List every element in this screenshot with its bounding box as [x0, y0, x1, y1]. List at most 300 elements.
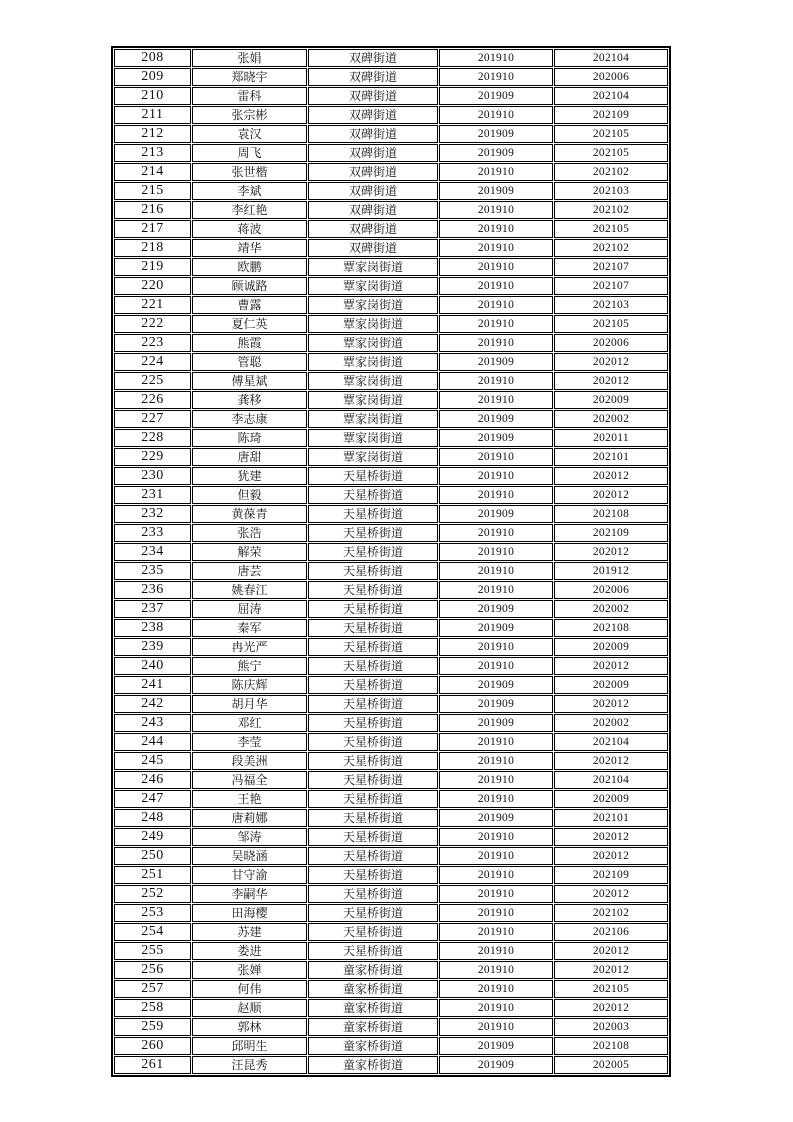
cell-no: 221 — [114, 296, 191, 314]
cell-street: 天星桥街道 — [308, 543, 438, 561]
cell-street: 双碑街道 — [308, 144, 438, 162]
cell-no: 216 — [114, 201, 191, 219]
cell-name: 郑晓宇 — [192, 68, 307, 86]
table-row — [114, 885, 668, 903]
cell-start: 201910 — [439, 391, 553, 409]
cell-street: 双碑街道 — [308, 106, 438, 124]
cell-name: 唐莉娜 — [192, 809, 307, 827]
cell-end: 202105 — [554, 144, 668, 162]
cell-end: 202012 — [554, 543, 668, 561]
cell-no: 243 — [114, 714, 191, 732]
cell-street: 双碑街道 — [308, 68, 438, 86]
cell-end: 202108 — [554, 505, 668, 523]
cell-no: 228 — [114, 429, 191, 447]
cell-no: 254 — [114, 923, 191, 941]
cell-start: 201909 — [439, 125, 553, 143]
cell-start: 201910 — [439, 334, 553, 352]
cell-start: 201910 — [439, 847, 553, 865]
cell-street: 天星桥街道 — [308, 771, 438, 789]
table-row — [114, 961, 668, 979]
cell-no: 213 — [114, 144, 191, 162]
cell-name: 曹露 — [192, 296, 307, 314]
table-row — [114, 353, 668, 371]
table-row — [114, 315, 668, 333]
cell-start: 201909 — [439, 600, 553, 618]
table-row — [114, 524, 668, 542]
cell-start: 201910 — [439, 961, 553, 979]
cell-street: 覃家岗街道 — [308, 277, 438, 295]
cell-no: 212 — [114, 125, 191, 143]
cell-name: 李莹 — [192, 733, 307, 751]
cell-end: 202109 — [554, 524, 668, 542]
cell-name: 汪昆秀 — [192, 1056, 307, 1074]
cell-street: 童家桥街道 — [308, 961, 438, 979]
cell-street: 覃家岗街道 — [308, 429, 438, 447]
cell-start: 201910 — [439, 771, 553, 789]
cell-street: 天星桥街道 — [308, 505, 438, 523]
cell-end: 202105 — [554, 125, 668, 143]
cell-start: 201910 — [439, 524, 553, 542]
cell-street: 覃家岗街道 — [308, 410, 438, 428]
table-row — [114, 49, 668, 67]
cell-end: 202102 — [554, 904, 668, 922]
cell-end: 202108 — [554, 1037, 668, 1055]
cell-end: 202107 — [554, 258, 668, 276]
cell-no: 218 — [114, 239, 191, 257]
cell-name: 娄进 — [192, 942, 307, 960]
cell-name: 黄葆青 — [192, 505, 307, 523]
cell-name: 张浩 — [192, 524, 307, 542]
table-row — [114, 714, 668, 732]
table-row — [114, 866, 668, 884]
cell-end: 202009 — [554, 676, 668, 694]
cell-no: 260 — [114, 1037, 191, 1055]
cell-street: 天星桥街道 — [308, 657, 438, 675]
cell-end: 202012 — [554, 695, 668, 713]
cell-end: 202106 — [554, 923, 668, 941]
cell-street: 天星桥街道 — [308, 828, 438, 846]
cell-street: 天星桥街道 — [308, 752, 438, 770]
cell-street: 童家桥街道 — [308, 1018, 438, 1036]
table-row — [114, 1056, 668, 1074]
cell-name: 冯福全 — [192, 771, 307, 789]
table-row — [114, 258, 668, 276]
cell-name: 段美洲 — [192, 752, 307, 770]
cell-no: 220 — [114, 277, 191, 295]
cell-end: 202002 — [554, 600, 668, 618]
cell-start: 201909 — [439, 695, 553, 713]
cell-no: 219 — [114, 258, 191, 276]
cell-start: 201910 — [439, 296, 553, 314]
table-row — [114, 638, 668, 656]
cell-street: 天星桥街道 — [308, 733, 438, 751]
cell-name: 陈琦 — [192, 429, 307, 447]
cell-no: 235 — [114, 562, 191, 580]
cell-name: 李红艳 — [192, 201, 307, 219]
cell-no: 240 — [114, 657, 191, 675]
cell-start: 201910 — [439, 752, 553, 770]
cell-name: 苏建 — [192, 923, 307, 941]
cell-end: 202009 — [554, 790, 668, 808]
cell-start: 201909 — [439, 87, 553, 105]
table-row — [114, 296, 668, 314]
cell-no: 232 — [114, 505, 191, 523]
cell-name: 靖华 — [192, 239, 307, 257]
cell-start: 201910 — [439, 372, 553, 390]
cell-start: 201909 — [439, 676, 553, 694]
cell-no: 246 — [114, 771, 191, 789]
cell-no: 244 — [114, 733, 191, 751]
cell-end: 202102 — [554, 163, 668, 181]
cell-street: 双碑街道 — [308, 163, 438, 181]
cell-street: 天星桥街道 — [308, 942, 438, 960]
cell-start: 201909 — [439, 505, 553, 523]
cell-no: 227 — [114, 410, 191, 428]
cell-name: 顾诚路 — [192, 277, 307, 295]
cell-name: 赵顺 — [192, 999, 307, 1017]
cell-street: 天星桥街道 — [308, 676, 438, 694]
cell-street: 天星桥街道 — [308, 866, 438, 884]
cell-end: 202002 — [554, 410, 668, 428]
cell-start: 201910 — [439, 904, 553, 922]
cell-name: 秦军 — [192, 619, 307, 637]
table-row — [114, 125, 668, 143]
table-row — [114, 467, 668, 485]
cell-name: 犹建 — [192, 467, 307, 485]
cell-name: 张宗彬 — [192, 106, 307, 124]
cell-no: 230 — [114, 467, 191, 485]
table-row — [114, 657, 668, 675]
cell-end: 202104 — [554, 771, 668, 789]
cell-no: 253 — [114, 904, 191, 922]
cell-street: 天星桥街道 — [308, 562, 438, 580]
table-row — [114, 182, 668, 200]
cell-street: 天星桥街道 — [308, 638, 438, 656]
cell-start: 201909 — [439, 1037, 553, 1055]
table-row — [114, 790, 668, 808]
cell-end: 201912 — [554, 562, 668, 580]
table-row — [114, 543, 668, 561]
cell-name: 胡月华 — [192, 695, 307, 713]
cell-street: 双碑街道 — [308, 49, 438, 67]
table-row — [114, 1037, 668, 1055]
cell-end: 202012 — [554, 657, 668, 675]
cell-no: 248 — [114, 809, 191, 827]
cell-start: 201910 — [439, 106, 553, 124]
cell-no: 224 — [114, 353, 191, 371]
cell-no: 247 — [114, 790, 191, 808]
table-row — [114, 277, 668, 295]
table-row — [114, 505, 668, 523]
cell-street: 童家桥街道 — [308, 1056, 438, 1074]
cell-end: 202012 — [554, 847, 668, 865]
cell-start: 201910 — [439, 562, 553, 580]
cell-street: 童家桥街道 — [308, 1037, 438, 1055]
cell-start: 201910 — [439, 1018, 553, 1036]
table-row — [114, 334, 668, 352]
cell-start: 201910 — [439, 448, 553, 466]
cell-end: 202002 — [554, 714, 668, 732]
cell-name: 李嗣华 — [192, 885, 307, 903]
cell-street: 天星桥街道 — [308, 923, 438, 941]
cell-end: 202105 — [554, 980, 668, 998]
cell-name: 姚春江 — [192, 581, 307, 599]
table-row — [114, 809, 668, 827]
cell-no: 251 — [114, 866, 191, 884]
cell-start: 201909 — [439, 144, 553, 162]
cell-start: 201910 — [439, 315, 553, 333]
cell-end: 202009 — [554, 638, 668, 656]
cell-street: 童家桥街道 — [308, 999, 438, 1017]
table-row — [114, 619, 668, 637]
cell-start: 201910 — [439, 68, 553, 86]
cell-street: 天星桥街道 — [308, 714, 438, 732]
cell-street: 天星桥街道 — [308, 524, 438, 542]
table-row — [114, 163, 668, 181]
table-row — [114, 410, 668, 428]
cell-end: 202003 — [554, 1018, 668, 1036]
table-row — [114, 581, 668, 599]
cell-end: 202012 — [554, 372, 668, 390]
cell-no: 211 — [114, 106, 191, 124]
cell-no: 252 — [114, 885, 191, 903]
cell-no: 231 — [114, 486, 191, 504]
cell-street: 天星桥街道 — [308, 904, 438, 922]
cell-start: 201909 — [439, 714, 553, 732]
cell-no: 242 — [114, 695, 191, 713]
cell-no: 223 — [114, 334, 191, 352]
cell-street: 覃家岗街道 — [308, 315, 438, 333]
table-row — [114, 771, 668, 789]
cell-start: 201910 — [439, 942, 553, 960]
cell-street: 双碑街道 — [308, 182, 438, 200]
cell-street: 双碑街道 — [308, 201, 438, 219]
cell-no: 259 — [114, 1018, 191, 1036]
cell-start: 201909 — [439, 809, 553, 827]
cell-street: 双碑街道 — [308, 220, 438, 238]
table-row — [114, 733, 668, 751]
cell-street: 天星桥街道 — [308, 695, 438, 713]
table-row — [114, 999, 668, 1017]
cell-name: 张婵 — [192, 961, 307, 979]
cell-start: 201910 — [439, 239, 553, 257]
cell-end: 202105 — [554, 315, 668, 333]
cell-name: 管聪 — [192, 353, 307, 371]
table-row — [114, 486, 668, 504]
cell-street: 天星桥街道 — [308, 486, 438, 504]
cell-end: 202104 — [554, 49, 668, 67]
table-row — [114, 847, 668, 865]
cell-end: 202012 — [554, 828, 668, 846]
table-row — [114, 106, 668, 124]
cell-no: 226 — [114, 391, 191, 409]
cell-end: 202009 — [554, 391, 668, 409]
cell-no: 255 — [114, 942, 191, 960]
table-row — [114, 600, 668, 618]
cell-name: 解荣 — [192, 543, 307, 561]
cell-name: 甘守渝 — [192, 866, 307, 884]
cell-no: 215 — [114, 182, 191, 200]
table-row — [114, 980, 668, 998]
roster-table-body — [114, 49, 668, 1074]
cell-street: 天星桥街道 — [308, 467, 438, 485]
table-row — [114, 87, 668, 105]
cell-end: 202012 — [554, 486, 668, 504]
cell-start: 201909 — [439, 1056, 553, 1074]
cell-name: 陈庆辉 — [192, 676, 307, 694]
cell-end: 202012 — [554, 885, 668, 903]
table-row — [114, 239, 668, 257]
cell-name: 张世楷 — [192, 163, 307, 181]
cell-start: 201910 — [439, 999, 553, 1017]
cell-street: 双碑街道 — [308, 239, 438, 257]
table-row — [114, 904, 668, 922]
cell-name: 屈涛 — [192, 600, 307, 618]
table-row — [114, 562, 668, 580]
cell-start: 201910 — [439, 543, 553, 561]
cell-name: 田海樱 — [192, 904, 307, 922]
table-row — [114, 448, 668, 466]
cell-name: 熊宁 — [192, 657, 307, 675]
cell-street: 覃家岗街道 — [308, 258, 438, 276]
cell-start: 201910 — [439, 49, 553, 67]
cell-name: 傅星斌 — [192, 372, 307, 390]
table-row — [114, 429, 668, 447]
table-row — [114, 752, 668, 770]
table-row — [114, 372, 668, 390]
cell-no: 209 — [114, 68, 191, 86]
cell-start: 201910 — [439, 638, 553, 656]
cell-end: 202012 — [554, 353, 668, 371]
cell-end: 202105 — [554, 220, 668, 238]
cell-name: 周飞 — [192, 144, 307, 162]
cell-start: 201910 — [439, 277, 553, 295]
cell-name: 龚移 — [192, 391, 307, 409]
cell-no: 217 — [114, 220, 191, 238]
cell-name: 李斌 — [192, 182, 307, 200]
cell-name: 熊霞 — [192, 334, 307, 352]
table-row — [114, 676, 668, 694]
cell-no: 245 — [114, 752, 191, 770]
cell-no: 258 — [114, 999, 191, 1017]
cell-name: 郭林 — [192, 1018, 307, 1036]
cell-end: 202109 — [554, 106, 668, 124]
cell-name: 袁汉 — [192, 125, 307, 143]
cell-end: 202104 — [554, 87, 668, 105]
cell-no: 208 — [114, 49, 191, 67]
cell-name: 蒋波 — [192, 220, 307, 238]
cell-name: 邹涛 — [192, 828, 307, 846]
cell-name: 吴晓涵 — [192, 847, 307, 865]
cell-start: 201910 — [439, 828, 553, 846]
cell-no: 222 — [114, 315, 191, 333]
cell-start: 201910 — [439, 201, 553, 219]
cell-no: 237 — [114, 600, 191, 618]
cell-end: 202012 — [554, 467, 668, 485]
cell-end: 202107 — [554, 277, 668, 295]
cell-street: 天星桥街道 — [308, 790, 438, 808]
roster-table — [111, 46, 671, 1077]
cell-name: 邱明生 — [192, 1037, 307, 1055]
table-row — [114, 201, 668, 219]
cell-street: 覃家岗街道 — [308, 353, 438, 371]
cell-name: 唐甜 — [192, 448, 307, 466]
table-row — [114, 923, 668, 941]
cell-end: 202006 — [554, 581, 668, 599]
table-row — [114, 220, 668, 238]
cell-name: 邓红 — [192, 714, 307, 732]
cell-no: 234 — [114, 543, 191, 561]
cell-end: 202006 — [554, 68, 668, 86]
cell-street: 双碑街道 — [308, 87, 438, 105]
cell-end: 202109 — [554, 866, 668, 884]
cell-start: 201910 — [439, 486, 553, 504]
cell-street: 天星桥街道 — [308, 885, 438, 903]
cell-start: 201909 — [439, 429, 553, 447]
cell-start: 201910 — [439, 790, 553, 808]
cell-start: 201910 — [439, 980, 553, 998]
cell-end: 202102 — [554, 201, 668, 219]
cell-start: 201910 — [439, 467, 553, 485]
table-row — [114, 828, 668, 846]
cell-street: 覃家岗街道 — [308, 391, 438, 409]
cell-start: 201910 — [439, 163, 553, 181]
cell-end: 202101 — [554, 448, 668, 466]
cell-no: 261 — [114, 1056, 191, 1074]
cell-end: 202012 — [554, 999, 668, 1017]
cell-start: 201910 — [439, 885, 553, 903]
cell-start: 201910 — [439, 923, 553, 941]
cell-street: 天星桥街道 — [308, 581, 438, 599]
cell-name: 欧鹏 — [192, 258, 307, 276]
cell-end: 202108 — [554, 619, 668, 637]
cell-no: 210 — [114, 87, 191, 105]
cell-street: 天星桥街道 — [308, 600, 438, 618]
cell-start: 201909 — [439, 353, 553, 371]
cell-no: 225 — [114, 372, 191, 390]
cell-street: 天星桥街道 — [308, 809, 438, 827]
cell-no: 236 — [114, 581, 191, 599]
cell-no: 239 — [114, 638, 191, 656]
table-row — [114, 1018, 668, 1036]
table-row — [114, 144, 668, 162]
cell-no: 249 — [114, 828, 191, 846]
cell-end: 202011 — [554, 429, 668, 447]
cell-street: 覃家岗街道 — [308, 448, 438, 466]
cell-start: 201910 — [439, 258, 553, 276]
cell-start: 201909 — [439, 410, 553, 428]
cell-end: 202012 — [554, 942, 668, 960]
cell-end: 202005 — [554, 1056, 668, 1074]
cell-end: 202103 — [554, 182, 668, 200]
cell-no: 256 — [114, 961, 191, 979]
cell-no: 257 — [114, 980, 191, 998]
cell-no: 233 — [114, 524, 191, 542]
cell-street: 覃家岗街道 — [308, 372, 438, 390]
cell-start: 201909 — [439, 182, 553, 200]
cell-name: 王艳 — [192, 790, 307, 808]
cell-street: 覃家岗街道 — [308, 296, 438, 314]
cell-end: 202102 — [554, 239, 668, 257]
cell-street: 双碑街道 — [308, 125, 438, 143]
cell-no: 214 — [114, 163, 191, 181]
table-row — [114, 695, 668, 713]
cell-start: 201909 — [439, 619, 553, 637]
cell-end: 202012 — [554, 752, 668, 770]
cell-street: 覃家岗街道 — [308, 334, 438, 352]
cell-start: 201910 — [439, 866, 553, 884]
cell-no: 241 — [114, 676, 191, 694]
